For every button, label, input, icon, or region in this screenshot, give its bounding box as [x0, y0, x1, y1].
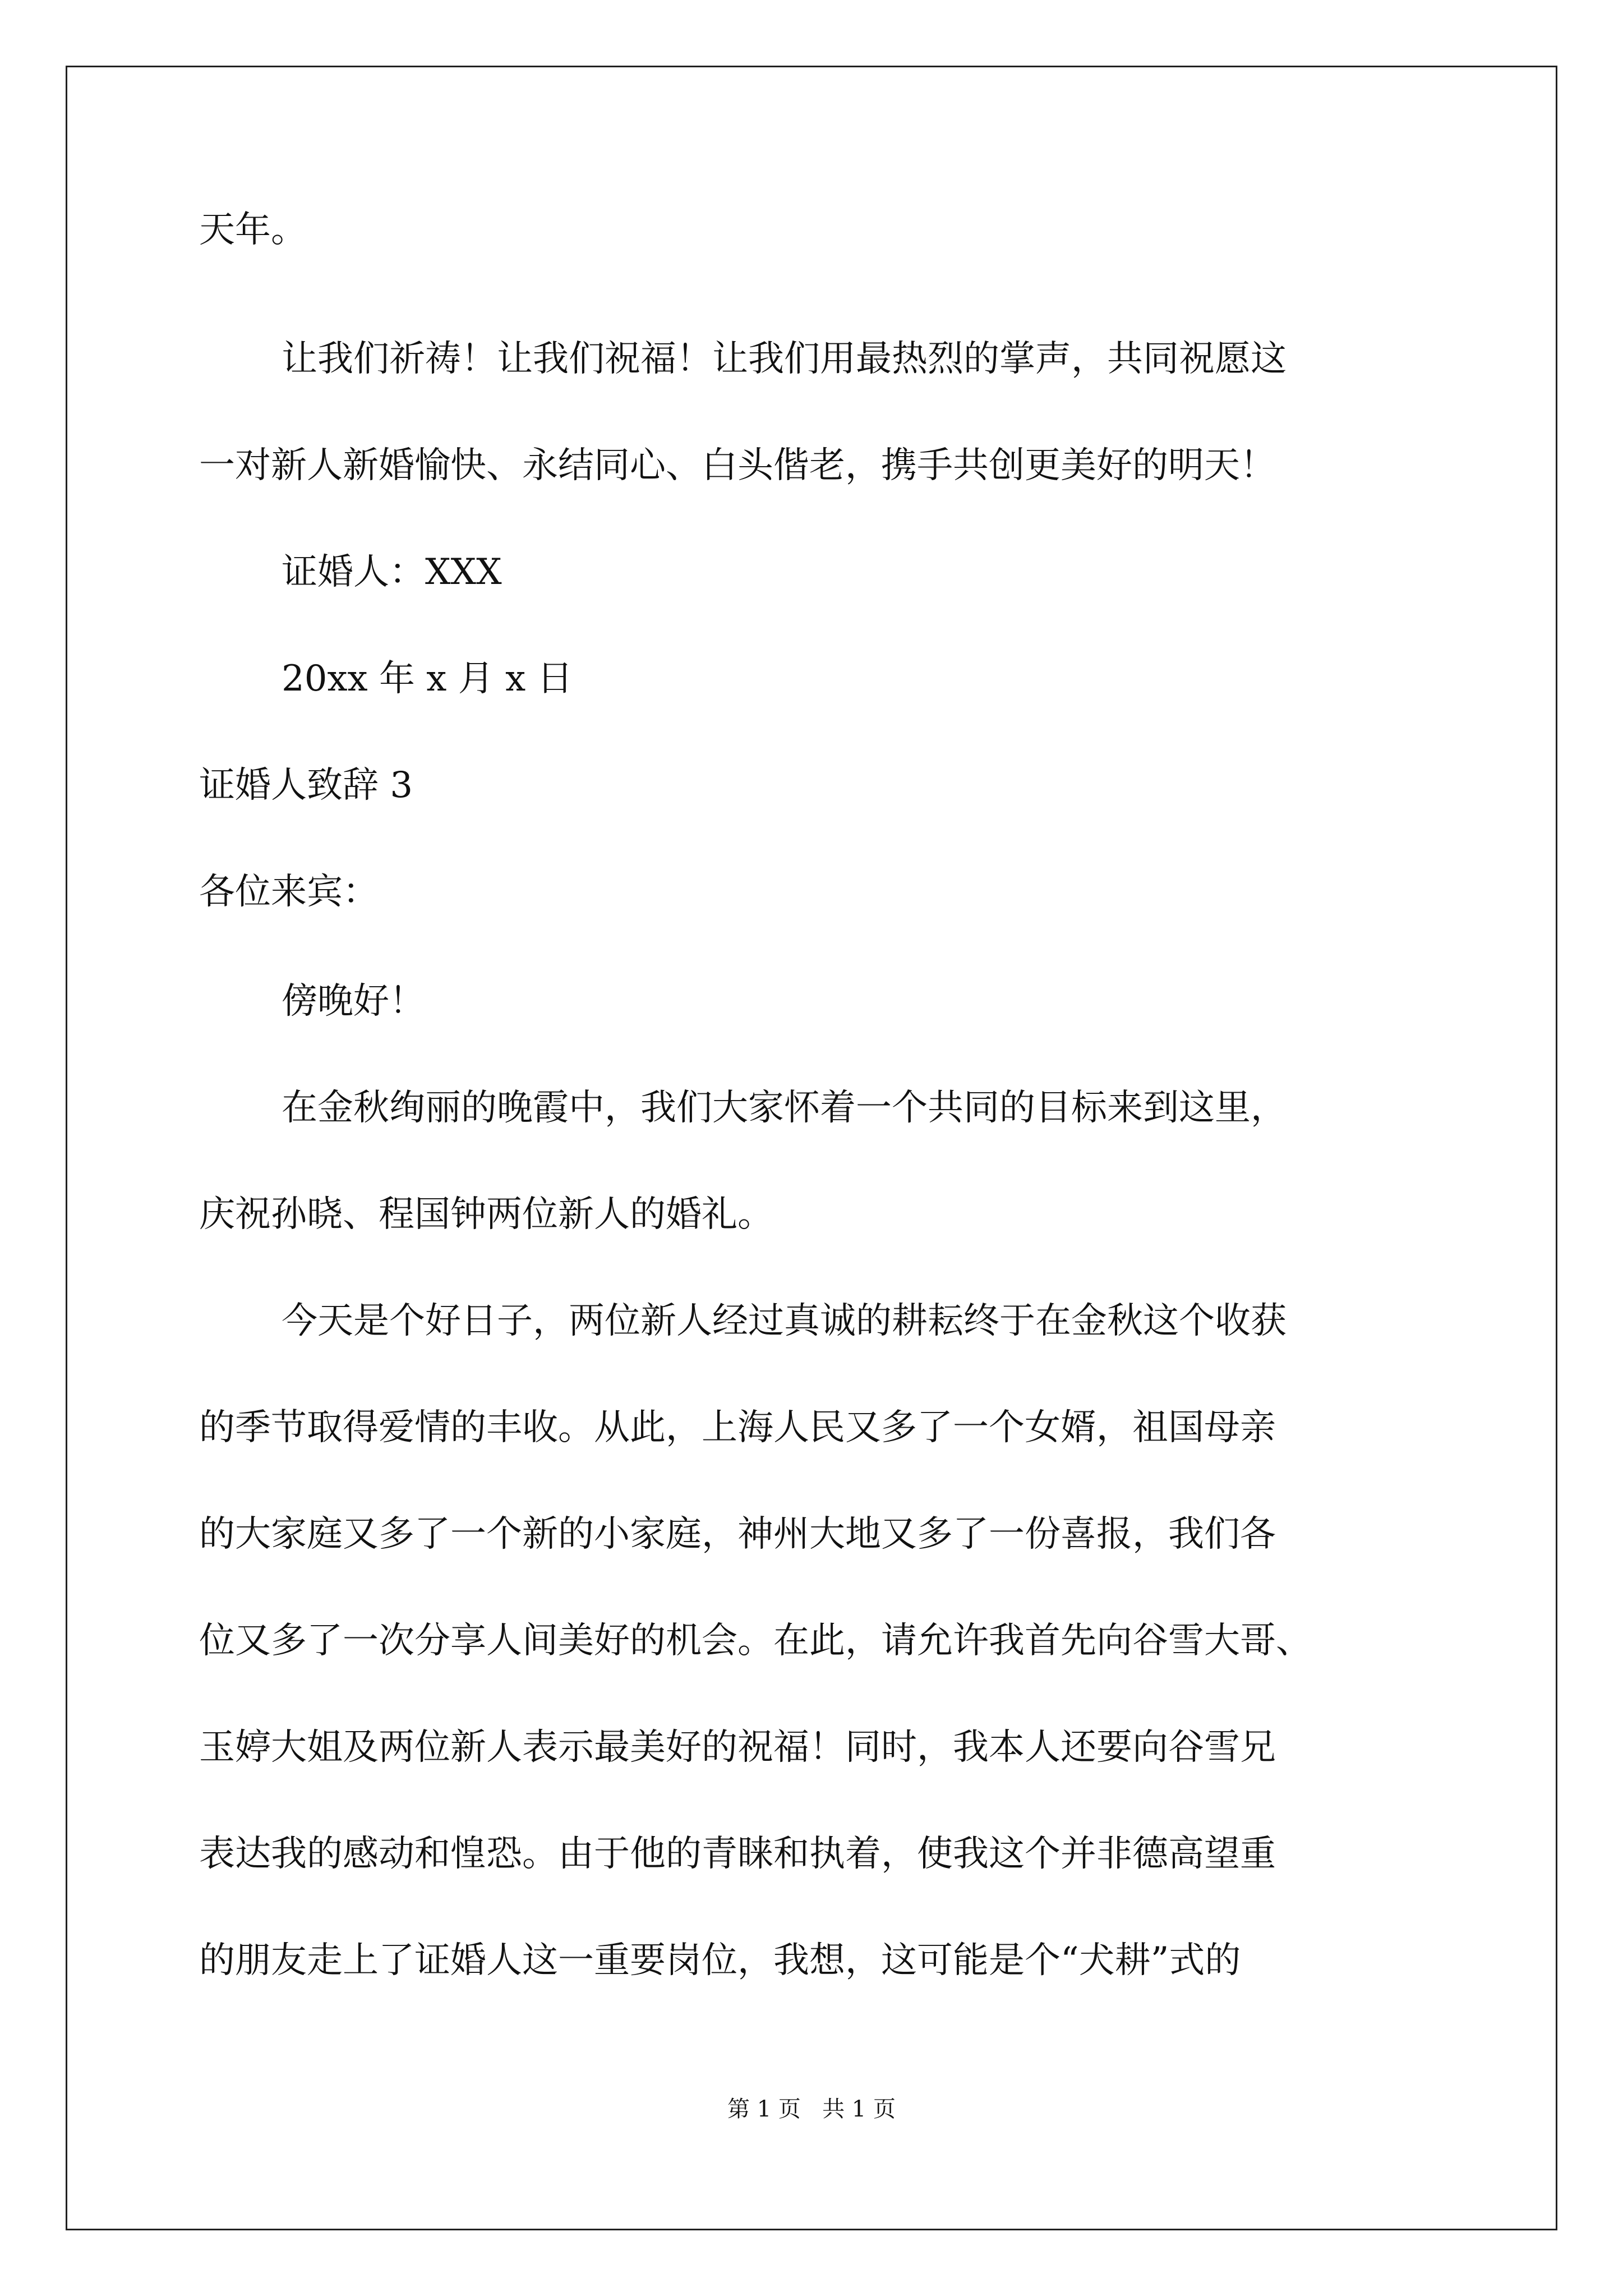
text-line-10: 庆祝孙晓、程国钟两位新人的婚礼。 [199, 1194, 773, 1235]
salutation: 各位来宾： [199, 871, 379, 913]
signature-line: 证婚人：XXX [282, 551, 502, 593]
date-line: 20xx 年 x 月 x 日 [282, 658, 573, 700]
section-heading: 证婚人致辞 3 [199, 765, 413, 806]
text-line-1: 天年。 [199, 209, 307, 251]
greeting: 傍晚好！ [282, 981, 425, 1022]
text-line-3: 一对新人新婚愉快、永结同心、白头偕老，携手共创更美好的明天！ [199, 445, 1276, 486]
text-line-14: 位又多了一次分享人间美好的机会。在此，请允许我首先向谷雪大哥、 [199, 1620, 1312, 1662]
page-footer: 第 1 页 共 1 页 [727, 2096, 896, 2122]
text-line-15: 玉婷大姐及两位新人表示最美好的祝福！同时，我本人还要向谷雪兄 [199, 1727, 1276, 1768]
text-line-9: 在金秋绚丽的晚霞中，我们大家怀着一个共同的目标来到这里， [282, 1087, 1287, 1129]
text-line-16: 表达我的感动和惶恐。由于他的青睐和执着，使我这个并非德高望重 [199, 1833, 1276, 1875]
page-border [66, 66, 1557, 2230]
text-line-11: 今天是个好日子，两位新人经过真诚的耕耘终于在金秋这个收获 [282, 1300, 1287, 1342]
text-line-12: 的季节取得爱情的丰收。从此，上海人民又多了一个女婿，祖国母亲 [199, 1407, 1276, 1448]
text-line-17: 的朋友走上了证婚人这一重要岗位，我想，这可能是个“犬耕”式的 [199, 1940, 1241, 1981]
text-line-2: 让我们祈祷！让我们祝福！让我们用最热烈的掌声，共同祝愿这 [282, 338, 1287, 380]
text-line-13: 的大家庭又多了一个新的小家庭，神州大地又多了一份喜报，我们各 [199, 1513, 1276, 1555]
